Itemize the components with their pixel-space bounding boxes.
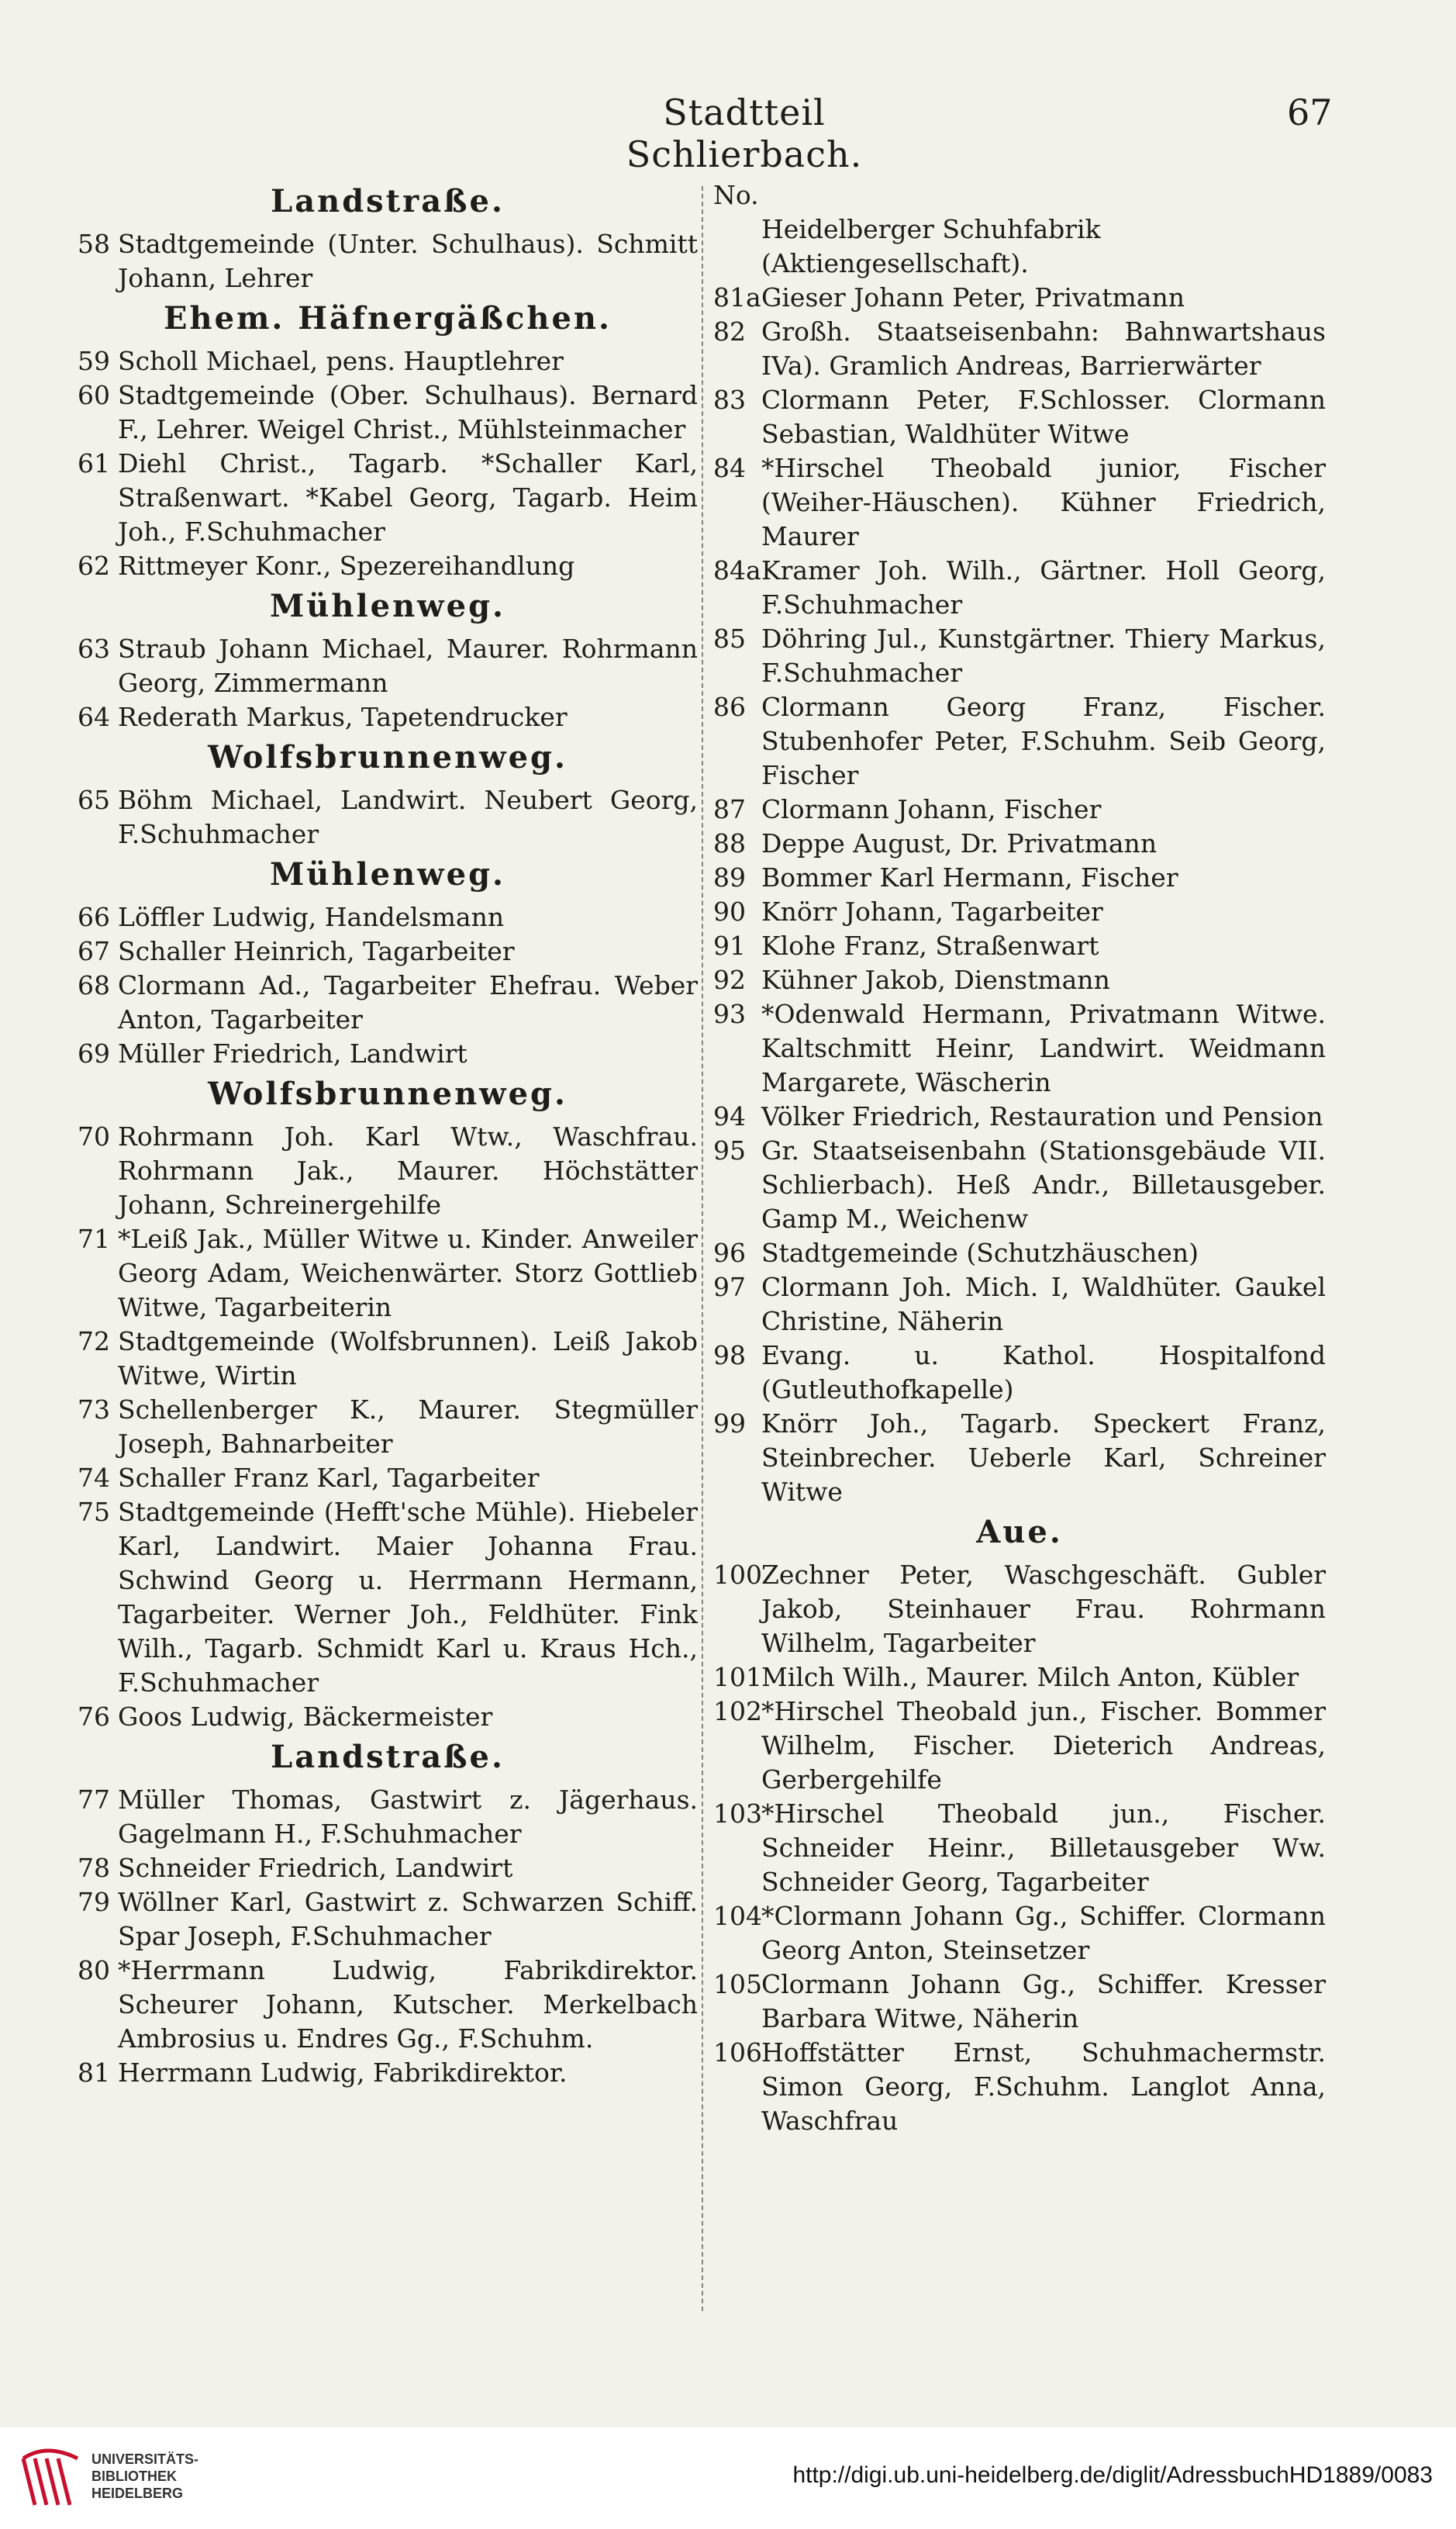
resident-list: *Herrmann Ludwig, Fabrikdirektor. Scheurer Johann, Kutscher. Merkelbach Ambrosius u. Endres Gg., F.Schuhm. xyxy=(118,1955,698,2054)
address-entry xyxy=(78,1120,698,1222)
right-entries-aue xyxy=(713,1558,1326,2138)
house-number: 89 xyxy=(713,862,746,893)
house-number: 66 xyxy=(78,902,110,932)
left-column xyxy=(78,178,698,2093)
house-number: 92 xyxy=(713,965,746,995)
house-number: 64 xyxy=(78,702,110,732)
resident-list: Müller Friedrich, Landwirt xyxy=(118,1038,468,1069)
resident-list: Stadtgemeinde (Schutzhäuschen) xyxy=(761,1238,1199,1268)
resident-list: Kramer Joh. Wilh., Gärtner. Holl Georg, F.Schuhmacher xyxy=(761,555,1326,620)
address-entry xyxy=(713,963,1326,997)
resident-list: Clormann Johann Gg., Schiffer. Kresser Barbara Witwe, Näherin xyxy=(761,1969,1326,2033)
house-number: 59 xyxy=(78,346,110,376)
house-number: 68 xyxy=(78,970,110,1000)
continuation-text: Heidelberger Schuhfabrik (Aktiengesellschaft). xyxy=(761,214,1101,278)
address-entry xyxy=(713,827,1326,861)
house-number: 75 xyxy=(78,1497,110,1527)
street-heading: Mühlenweg. xyxy=(270,588,505,624)
house-number: 95 xyxy=(713,1135,746,1166)
resident-list: Völker Friedrich, Restauration und Pension xyxy=(761,1101,1323,1131)
address-entry xyxy=(713,1100,1326,1134)
right-column xyxy=(713,178,1326,2138)
address-entry xyxy=(78,1851,698,1885)
resident-list: Diehl Christ., Tagarb. *Schaller Karl, Straßenwart. *Kabel Georg, Tagarb. Heim Joh., F.Schuhmacher xyxy=(118,448,698,547)
house-number: 73 xyxy=(78,1394,110,1425)
address-entry xyxy=(78,1495,698,1700)
house-number: 104 xyxy=(713,1901,762,1931)
resident-list: Rederath Markus, Tapetendrucker xyxy=(118,702,568,732)
house-number: 77 xyxy=(78,1784,110,1815)
house-number: 101 xyxy=(713,1662,762,1692)
street-heading: Wolfsbrunnenweg. xyxy=(208,739,568,776)
house-number: 105 xyxy=(713,1969,762,1999)
address-entry xyxy=(713,1797,1326,1899)
house-number: 81 xyxy=(78,2057,110,2088)
house-number: 76 xyxy=(78,1702,110,1732)
address-entry xyxy=(713,895,1326,929)
resident-list: Evang. u. Kathol. Hospitalfond (Gutleuthofkapelle) xyxy=(761,1340,1326,1404)
house-number: 102 xyxy=(713,1696,762,1726)
resident-list: Stadtgemeinde (Unter. Schulhaus). Schmitt Johann, Lehrer xyxy=(118,229,698,293)
address-entry xyxy=(713,1899,1326,1968)
address-entry xyxy=(78,1393,698,1461)
address-entry xyxy=(78,1461,698,1495)
address-entry xyxy=(78,1700,698,1734)
resident-list: Knörr Johann, Tagarbeiter xyxy=(761,897,1103,927)
house-number: 90 xyxy=(713,897,746,927)
page-header xyxy=(0,92,1456,175)
address-entry xyxy=(713,997,1326,1100)
resident-list: Stadtgemeinde (Ober. Schulhaus). Bernard F., Lehrer. Weigel Christ., Mühlsteinmacher xyxy=(118,380,698,444)
house-number: 74 xyxy=(78,1463,110,1493)
resident-list: Milch Wilh., Maurer. Milch Anton, Kübler xyxy=(761,1662,1299,1692)
house-number: 81a xyxy=(713,282,761,313)
address-entry xyxy=(78,1325,698,1393)
resident-list: Scholl Michael, pens. Hauptlehrer xyxy=(118,346,564,376)
library-name-line2: BIBLIOTHEK xyxy=(91,2469,177,2484)
address-entry xyxy=(78,935,698,969)
resident-list: Bommer Karl Hermann, Fischer xyxy=(761,862,1178,893)
resident-list: Rohrmann Joh. Karl Wtw., Waschfrau. Rohrmann Jak., Maurer. Höchstätter Johann, Schreinergehilfe xyxy=(118,1121,698,1220)
address-entry xyxy=(713,1660,1326,1695)
street-heading: Mühlenweg. xyxy=(270,856,505,893)
address-entry xyxy=(78,1885,698,1954)
house-number: 72 xyxy=(78,1326,110,1356)
house-number: 100 xyxy=(713,1560,762,1590)
resident-list: Herrmann Ludwig, Fabrikdirektor. xyxy=(118,2057,568,2088)
address-entry xyxy=(713,315,1326,383)
resident-list: Knörr Joh., Tagarb. Speckert Franz, Steinbrecher. Ueberle Karl, Schreiner Witwe xyxy=(761,1408,1326,1507)
house-number: 87 xyxy=(713,794,746,824)
street-heading: Wolfsbrunnenweg. xyxy=(208,1076,568,1112)
street-section xyxy=(78,300,698,583)
address-entry xyxy=(78,900,698,935)
resident-list: Clormann Ad., Tagarbeiter Ehefrau. Weber Anton, Tagarbeiter xyxy=(118,970,698,1035)
address-entry xyxy=(713,793,1326,827)
street-heading: Landstraße. xyxy=(271,183,505,219)
address-entry xyxy=(78,227,698,295)
resident-list: Klohe Franz, Straßenwart xyxy=(761,931,1099,961)
resident-list: *Hirschel Theobald junior, Fischer (Weiher-Häuschen). Kühner Friedrich, Maurer xyxy=(761,453,1326,551)
street-section xyxy=(78,588,698,734)
address-entry xyxy=(713,929,1326,963)
address-entry xyxy=(713,2036,1326,2138)
resident-list: Deppe August, Dr. Privatmann xyxy=(761,828,1158,859)
resident-list: Kühner Jakob, Dienstmann xyxy=(761,965,1110,995)
resident-list: Clormann Johann, Fischer xyxy=(761,794,1102,824)
address-entry xyxy=(78,1222,698,1325)
resident-list: Clormann Georg Franz, Fischer. Stubenhofer Peter, F.Schuhm. Seib Georg, Fischer xyxy=(761,692,1326,790)
address-entry xyxy=(78,1783,698,1851)
resident-list: Schneider Friedrich, Landwirt xyxy=(118,1853,513,1883)
house-number: 83 xyxy=(713,385,746,415)
street-section xyxy=(78,183,698,295)
resident-list: *Hirschel Theobald jun., Fischer. Bommer Wilhelm, Fischer. Dieterich Andreas, Gerbergehilfe xyxy=(761,1696,1326,1795)
resident-list: Wöllner Karl, Gastwirt z. Schwarzen Schiff. Spar Joseph, F.Schuhmacher xyxy=(118,1887,698,1951)
resident-list: *Hirschel Theobald jun., Fischer. Schneider Heinr., Billetausgeber Ww. Schneider Georg, Tagarbeiter xyxy=(761,1798,1326,1897)
address-entry xyxy=(78,447,698,549)
resident-list: Gieser Johann Peter, Privatmann xyxy=(761,282,1185,313)
resident-list: Stadtgemeinde (Hefft'sche Mühle). Hiebeler Karl, Landwirt. Maier Johanna Frau. Schwind Georg u. Herrmann Hermann, Tagarbeiter. Werner Joh., Feldhüter. Fink Wilh., Tagarb. Schmidt Karl u. Kraus Hch., F.Schuhmacher xyxy=(118,1497,698,1698)
continuation-label: No. xyxy=(713,180,759,210)
house-number: 103 xyxy=(713,1798,762,1829)
house-number: 78 xyxy=(78,1853,110,1883)
address-entry xyxy=(713,451,1326,554)
resident-list: Rittmeyer Konr., Spezereihandlung xyxy=(118,551,575,581)
resident-list: Goos Ludwig, Bäckermeister xyxy=(118,1702,493,1732)
street-section xyxy=(78,1739,698,2090)
library-name-line1: UNIVERSITÄTS- xyxy=(91,2451,199,2467)
house-number: 79 xyxy=(78,1887,110,1917)
street-heading: Ehem. Häfnergäßchen. xyxy=(164,300,612,337)
house-number: 91 xyxy=(713,931,746,961)
resident-list: *Clormann Johann Gg., Schiffer. Clormann Georg Anton, Steinsetzer xyxy=(761,1901,1326,1965)
resident-list: Clormann Joh. Mich. I, Waldhüter. Gaukel Christine, Näherin xyxy=(761,1272,1326,1336)
address-entry xyxy=(713,1270,1326,1339)
street-section xyxy=(78,1076,698,1734)
street-heading: Landstraße. xyxy=(271,1739,505,1775)
resident-list: Schaller Franz Karl, Tagarbeiter xyxy=(118,1463,540,1493)
house-number: 69 xyxy=(78,1038,110,1069)
address-entry xyxy=(78,632,698,700)
address-entry xyxy=(713,861,1326,895)
house-number: 106 xyxy=(713,2037,762,2068)
house-number: 84a xyxy=(713,555,761,586)
resident-list: Großh. Staatseisenbahn: Bahnwartshaus IVa). Gramlich Andreas, Barrierwärter xyxy=(761,316,1326,381)
address-entry xyxy=(713,281,1326,315)
resident-list: Zechner Peter, Waschgeschäft. Gubler Jakob, Steinhauer Frau. Rohrmann Wilhelm, Tagarbeiter xyxy=(761,1560,1326,1658)
resident-list: Straub Johann Michael, Maurer. Rohrmann Georg, Zimmermann xyxy=(118,634,698,698)
house-number: 84 xyxy=(713,453,746,483)
section-heading-aue: Aue. xyxy=(976,1514,1063,1550)
address-entry xyxy=(713,1968,1326,2036)
resident-list: Clormann Peter, F.Schlosser. Clormann Sebastian, Waldhüter Witwe xyxy=(761,385,1326,449)
resident-list: Stadtgemeinde (Wolfsbrunnen). Leiß Jakob Witwe, Wirtin xyxy=(118,1326,698,1391)
resident-list: Gr. Staatseisenbahn (Stationsgebäude VII. Schlierbach). Heß Andr., Billetausgeber. Gamp M., Weichenw xyxy=(761,1135,1326,1234)
resident-list: Döhring Jul., Kunstgärtner. Thiery Markus, F.Schuhmacher xyxy=(761,624,1326,688)
source-url-link[interactable]: http://digi.ub.uni-heidelberg.de/diglit/AdressbuchHD1889/0083 xyxy=(792,2462,1433,2488)
house-number: 80 xyxy=(78,1955,110,1985)
resident-list: Schaller Heinrich, Tagarbeiter xyxy=(118,936,515,966)
street-section xyxy=(78,856,698,1071)
address-entry xyxy=(713,1695,1326,1797)
resident-list: Müller Thomas, Gastwirt z. Jägerhaus. Gagelmann H., F.Schuhmacher xyxy=(118,1784,698,1849)
library-name xyxy=(91,2451,198,2502)
page-number: 67 xyxy=(1287,92,1333,133)
resident-list: *Odenwald Hermann, Privatmann Witwe. Kaltschmitt Heinr, Landwirt. Weidmann Margarete, Wäscherin xyxy=(761,999,1326,1097)
house-number: 96 xyxy=(713,1238,746,1268)
house-number: 93 xyxy=(713,999,746,1029)
house-number: 71 xyxy=(78,1224,110,1254)
house-number: 99 xyxy=(713,1408,746,1439)
house-number: 65 xyxy=(78,785,110,815)
house-number: 85 xyxy=(713,624,746,654)
house-number: 86 xyxy=(713,692,746,722)
resident-list: Schellenberger K., Maurer. Stegmüller Joseph, Bahnarbeiter xyxy=(118,1394,698,1459)
footer-bar xyxy=(0,2427,1456,2529)
address-entry xyxy=(713,1236,1326,1270)
house-number: 97 xyxy=(713,1272,746,1302)
address-entry xyxy=(713,1558,1326,1660)
house-number: 82 xyxy=(713,316,746,347)
address-entry xyxy=(78,969,698,1037)
resident-list: *Leiß Jak., Müller Witwe u. Kinder. Anweiler Georg Adam, Weichenwärter. Storz Gottlieb Witwe, Tagarbeiterin xyxy=(118,1224,698,1322)
house-number: 61 xyxy=(78,448,110,479)
resident-list: Böhm Michael, Landwirt. Neubert Georg, F.Schuhmacher xyxy=(118,785,698,849)
right-entries-top xyxy=(713,281,1326,1509)
address-entry xyxy=(713,1407,1326,1509)
address-entry xyxy=(713,1134,1326,1236)
address-entry xyxy=(713,622,1326,690)
address-entry xyxy=(78,2056,698,2090)
resident-list: Hoffstätter Ernst, Schuhmachermstr. Simon Georg, F.Schuhm. Langlot Anna, Waschfrau xyxy=(761,2037,1326,2136)
address-entry xyxy=(78,549,698,583)
house-number: 67 xyxy=(78,936,110,966)
address-entry xyxy=(713,690,1326,793)
address-entry xyxy=(78,700,698,734)
address-entry xyxy=(78,378,698,447)
address-entry xyxy=(713,554,1326,622)
house-number: 58 xyxy=(78,229,110,259)
university-library-logo-icon xyxy=(16,2443,85,2513)
house-number: 63 xyxy=(78,634,110,664)
house-number: 70 xyxy=(78,1121,110,1152)
address-entry xyxy=(78,1037,698,1071)
address-entry xyxy=(78,344,698,378)
address-entry xyxy=(78,783,698,852)
library-name-line3: HEIDELBERG xyxy=(91,2486,184,2501)
address-entry xyxy=(78,1954,698,2056)
house-number: 88 xyxy=(713,828,746,859)
address-entry xyxy=(713,1339,1326,1407)
address-entry xyxy=(713,383,1326,451)
house-number: 98 xyxy=(713,1340,746,1370)
house-number: 60 xyxy=(78,380,110,410)
resident-list: Löffler Ludwig, Handelsmann xyxy=(118,902,505,932)
page-title: Stadtteil Schlierbach. xyxy=(626,92,863,175)
house-number: 62 xyxy=(78,551,110,581)
column-divider xyxy=(702,186,703,2311)
street-section xyxy=(78,739,698,852)
house-number: 94 xyxy=(713,1101,746,1131)
